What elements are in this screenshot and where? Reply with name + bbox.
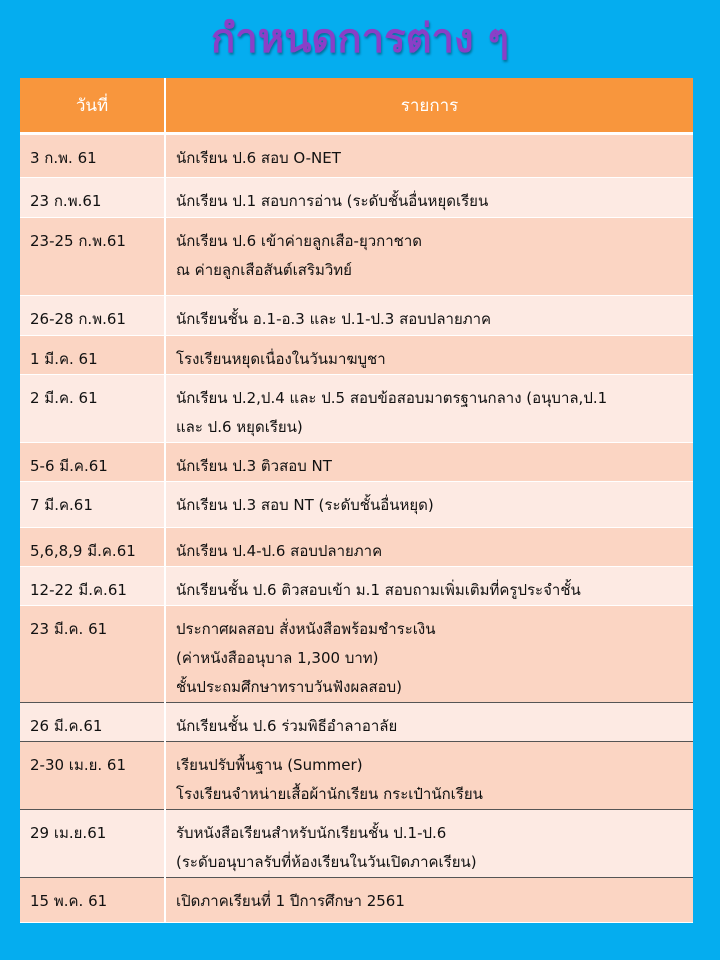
row-date: 26 มี.ค.61 xyxy=(20,703,165,742)
row-item xyxy=(165,218,693,296)
row-item-line: นักเรียน ป.1 สอบการอ่าน (ระดับชั้นอื่นหยุดเรียน xyxy=(176,192,489,210)
row-date: 12-22 มี.ค.61 xyxy=(20,567,165,606)
row-item-line: โรงเรียนหยุดเนื่องในวันมาฆบูชา xyxy=(176,350,386,368)
row-item-line: นักเรียนชั้น อ.1-อ.3 และ ป.1-ป.3 สอบปลายภาค xyxy=(176,310,492,328)
table-row xyxy=(20,606,693,703)
row-item xyxy=(165,878,693,923)
row-item xyxy=(165,178,693,218)
table-row xyxy=(20,567,693,606)
row-date: 5,6,8,9 มี.ค.61 xyxy=(20,528,165,567)
table-row xyxy=(20,443,693,482)
row-item xyxy=(165,606,693,703)
row-item-line: นักเรียน ป.6 สอบ O-NET xyxy=(176,149,341,167)
page-title: กำหนดการต่าง ๆ xyxy=(211,16,509,62)
table-row xyxy=(20,134,693,178)
row-item-line: (ค่าหนังสืออนุบาล 1,300 บาท) xyxy=(176,649,379,667)
table-row xyxy=(20,878,693,923)
schedule-table xyxy=(20,78,693,923)
row-item-line: นักเรียนชั้น ป.6 ติวสอบเข้า ม.1 สอบถามเพิ่มเติมที่ครูประจำชั้น xyxy=(176,581,581,599)
row-item xyxy=(165,336,693,375)
row-item xyxy=(165,567,693,606)
row-item-line: ณ ค่ายลูกเสือสันต์เสริมวิทย์ xyxy=(176,261,352,279)
row-item-line: นักเรียนชั้น ป.6 ร่วมพิธีอำลาอาลัย xyxy=(176,717,398,735)
row-item-line: นักเรียน ป.4-ป.6 สอบปลายภาค xyxy=(176,542,383,560)
table-row xyxy=(20,810,693,878)
row-item xyxy=(165,703,693,742)
row-item xyxy=(165,810,693,878)
table-row xyxy=(20,296,693,336)
table-row xyxy=(20,742,693,810)
row-item xyxy=(165,742,693,810)
row-date: 29 เม.ย.61 xyxy=(20,810,165,878)
row-date: 15 พ.ค. 61 xyxy=(20,878,165,923)
row-date: 2 มี.ค. 61 xyxy=(20,375,165,443)
row-item-line: โรงเรียนจำหน่ายเสื้อผ้านักเรียน กระเป๋านักเรียน xyxy=(176,785,483,803)
row-item-line: นักเรียน ป.2,ป.4 และ ป.5 สอบข้อสอบมาตรฐานกลาง (อนุบาล,ป.1 xyxy=(176,389,608,407)
row-item-line: และ ป.6 หยุดเรียน) xyxy=(176,418,303,436)
row-item-line: ชั้นประถมศึกษาทราบวันฟังผลสอบ) xyxy=(176,678,402,696)
row-item xyxy=(165,134,693,178)
row-date: 5-6 มี.ค.61 xyxy=(20,443,165,482)
row-date: 3 ก.พ. 61 xyxy=(20,134,165,178)
row-item xyxy=(165,528,693,567)
table-row xyxy=(20,336,693,375)
table-header-row xyxy=(20,78,693,134)
table-row xyxy=(20,482,693,528)
row-item-line: เปิดภาคเรียนที่ 1 ปีการศึกษา 2561 xyxy=(176,892,405,910)
header-item: รายการ xyxy=(165,78,693,134)
row-item-line: ประกาศผลสอบ สั่งหนังสือพร้อมชำระเงิน xyxy=(176,620,436,638)
row-item-line: นักเรียน ป.3 ติวสอบ NT xyxy=(176,457,332,475)
row-item-line: นักเรียน ป.6 เข้าค่ายลูกเสือ-ยุวกาชาด xyxy=(176,232,423,250)
header-date: วันที่ xyxy=(20,78,165,134)
table-row xyxy=(20,218,693,296)
row-date: 23 ก.พ.61 xyxy=(20,178,165,218)
table-row xyxy=(20,528,693,567)
row-date: 26-28 ก.พ.61 xyxy=(20,296,165,336)
row-date: 7 มี.ค.61 xyxy=(20,482,165,528)
row-date: 2-30 เม.ย. 61 xyxy=(20,742,165,810)
row-item xyxy=(165,375,693,443)
row-date: 1 มี.ค. 61 xyxy=(20,336,165,375)
row-item-line: นักเรียน ป.3 สอบ NT (ระดับชั้นอื่นหยุด) xyxy=(176,496,434,514)
table-row xyxy=(20,375,693,443)
row-date: 23-25 ก.พ.61 xyxy=(20,218,165,296)
row-date: 23 มี.ค. 61 xyxy=(20,606,165,703)
row-item xyxy=(165,296,693,336)
row-item-line: รับหนังสือเรียนสำหรับนักเรียนชั้น ป.1-ป.6 xyxy=(176,824,447,842)
row-item xyxy=(165,482,693,528)
row-item-line: (ระดับอนุบาลรับที่ห้องเรียนในวันเปิดภาคเรียน) xyxy=(176,853,477,871)
row-item-line: เรียนปรับพื้นฐาน (Summer) xyxy=(176,756,363,774)
row-item xyxy=(165,443,693,482)
table-row xyxy=(20,178,693,218)
table-row xyxy=(20,703,693,742)
